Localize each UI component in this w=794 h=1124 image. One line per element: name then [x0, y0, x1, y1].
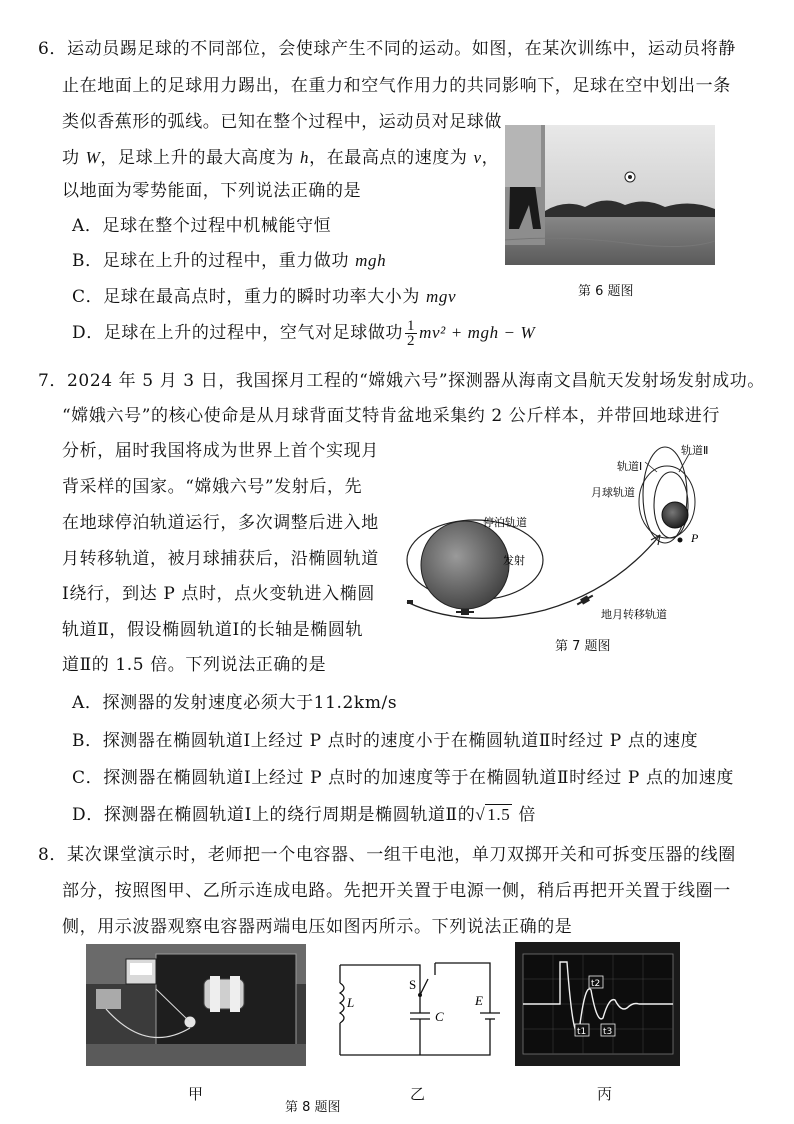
q7-line-2: “嫦娥六号”的核心使命是从月球背面艾特肯盆地采集约 2 公斤样本，并带回地球进行 — [62, 406, 721, 426]
q6-frac-den: 2 — [407, 333, 416, 349]
q8-line-2: 部分，按照图甲、乙所示连成电路。先把开关置于电源一侧，稍后再把开关置于线圈一 — [62, 881, 731, 901]
label-switch: S — [409, 977, 417, 992]
label-orbit-i: 轨道Ⅰ — [617, 460, 643, 473]
label-inductor: L — [347, 995, 355, 1010]
q7-line-5: 在地球停泊轨道运行，多次调整后进入地 — [62, 513, 379, 533]
q6-symbol-w: W — [85, 148, 101, 167]
q8-line-3: 侧，用示波器观察电容器两端电压如图丙所示。下列说法正确的是 — [62, 917, 573, 937]
label-t1: t1 — [577, 1027, 587, 1037]
satellite-icon-1 — [456, 609, 474, 615]
q6-frac-num: 1 — [407, 318, 416, 334]
q7-line-9: 道Ⅱ的 1.5 倍。下列说法正确的是 — [62, 655, 327, 675]
q7-line-3: 分析，届时我国将成为世界上首个实现月 — [62, 441, 379, 461]
point-p-marker — [678, 538, 683, 543]
q6-line-4c: ，在最高点的速度为 — [309, 148, 474, 168]
q6-option-d-formula: mv² + mgh − W — [419, 323, 536, 342]
label-point-p: P — [691, 531, 699, 545]
q8-caption: 第 8 题图 — [285, 1100, 341, 1115]
q6-line-4b: ，足球上升的最大高度为 — [100, 148, 300, 168]
label-launch: 发射 — [503, 554, 525, 567]
q6-line-3: 类似香蕉形的弧线。已知在整个过程中，运动员对足球做 — [62, 112, 502, 132]
q7-option-d — [72, 804, 536, 826]
q6-option-d-fraction — [405, 319, 417, 348]
q6-line-1: 6．运动员踢足球的不同部位，会使球产生不同的运动。如图，在某次训练中，运动员将静 — [38, 39, 736, 59]
orbit-i — [643, 447, 687, 543]
q6-line-2: 止在地面上的足球用力踢出，在重力和空气作用力的共同影响下，足球在空中划出一条 — [62, 76, 731, 96]
q6-symbol-h: h — [299, 148, 310, 167]
q8-subcaption-bing: 丙 — [597, 1085, 613, 1103]
q6-option-a: A．足球在整个过程中机械能守恒 — [72, 216, 332, 236]
q6-option-d — [72, 318, 535, 348]
q7-line-6: 月转移轨道，被月球捕获后，沿椭圆轨道 — [62, 549, 379, 569]
q7-option-b: B．探测器在椭圆轨道Ⅰ上经过 P 点时的速度小于在椭圆轨道Ⅱ时经过 P 点的速度 — [72, 731, 699, 751]
q8-oscilloscope-screen — [515, 942, 680, 1066]
earth-icon — [421, 521, 509, 609]
label-parking-orbit: 停泊轨道 — [483, 516, 527, 529]
q6-line-4d: ， — [481, 148, 500, 168]
moon-icon — [662, 502, 688, 528]
q6-symbol-v: v — [473, 148, 482, 167]
q6-option-b-text: B．足球在上升的过程中，重力做功 — [72, 251, 350, 271]
q7-line-7: Ⅰ绕行，到达 P 点时，点火变轨进入椭圆 — [62, 584, 375, 604]
q6-option-c-formula: mgv — [426, 287, 457, 306]
label-transfer-orbit: 地月转移轨道 — [601, 608, 667, 621]
q7-line-1: 7．2024 年 5 月 3 日，我国探月工程的“嫦娥六号”探测器从海南文昌航天发射场发射成功。 — [38, 371, 765, 391]
q7-option-d-text: D．探测器在椭圆轨道Ⅰ上的绕行周期是椭圆轨道Ⅱ的 — [72, 805, 476, 825]
q7-option-c: C．探测器在椭圆轨道Ⅰ上经过 P 点时的加速度等于在椭圆轨道Ⅱ时经过 P 点的加速度 — [72, 768, 734, 788]
q7-option-d-tail: 倍 — [512, 805, 536, 825]
q8-lab-photo — [86, 944, 306, 1066]
q6-option-c-text: C．足球在最高点时，重力的瞬时功率大小为 — [72, 287, 421, 307]
q7-line-8: 轨道Ⅱ，假设椭圆轨道Ⅰ的长轴是椭圆轨 — [62, 620, 364, 640]
label-t3: t3 — [603, 1027, 613, 1037]
q7-option-a: A．探测器的发射速度必须大于11.2km/s — [72, 693, 398, 713]
q7-sqrt-radicand: 1.5 — [487, 805, 511, 824]
q6-option-c — [72, 286, 456, 308]
q6-option-b — [72, 250, 386, 272]
q8-subcaption-yi: 乙 — [410, 1085, 426, 1103]
label-t2: t2 — [591, 979, 601, 989]
q6-football-photo — [505, 125, 715, 265]
label-capacitor: C — [435, 1009, 444, 1024]
q6-option-d-text: D．足球在上升的过程中，空气对足球做功 — [72, 323, 404, 343]
q6-line-4 — [62, 147, 499, 169]
satellite-icon-3 — [407, 600, 413, 604]
label-battery: E — [475, 993, 483, 1008]
q7-option-d-sqrt: √ 1.5 — [475, 805, 511, 824]
q6-caption: 第 6 题图 — [578, 284, 634, 299]
q6-line-5: 以地面为零势能面，下列说法正确的是 — [62, 181, 362, 201]
q8-subcaption-jia: 甲 — [188, 1085, 204, 1103]
q7-line-4: 背采样的国家。“嫦娥六号”发射后，先 — [62, 477, 363, 497]
q6-line-4a: 功 — [62, 148, 86, 168]
q7-orbit-diagram — [395, 440, 735, 640]
q8-line-1: 8．某次课堂演示时，老师把一个电容器、一组干电池，单刀双掷开关和可拆变压器的线圈 — [38, 845, 736, 865]
label-lunar-orbit: 月球轨道 — [591, 486, 635, 499]
q6-option-b-formula: mgh — [355, 251, 387, 270]
label-orbit-ii: 轨道Ⅱ — [681, 444, 709, 457]
q7-caption: 第 7 题图 — [555, 639, 611, 654]
q8-circuit-diagram — [325, 955, 505, 1065]
